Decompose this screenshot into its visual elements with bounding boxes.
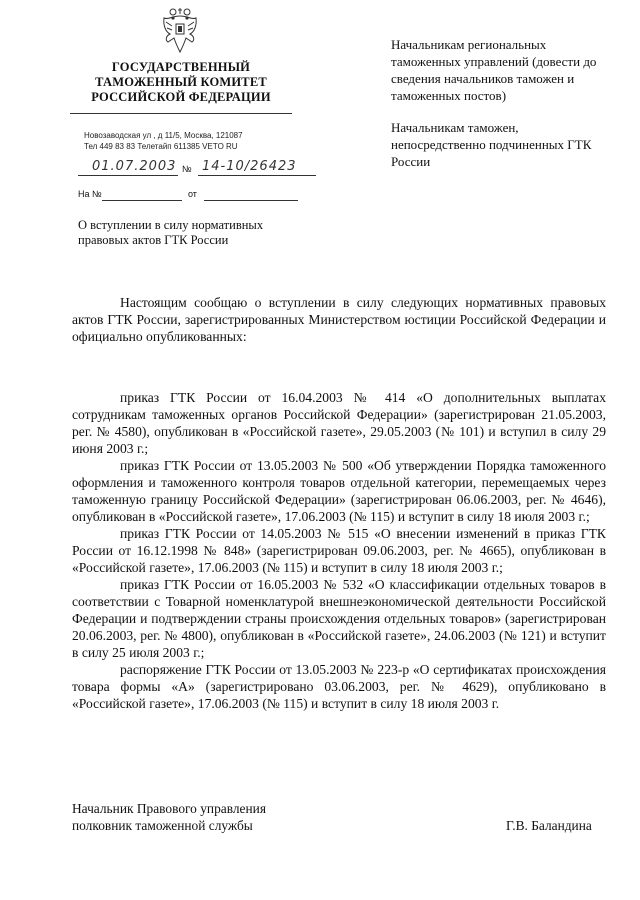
agency-line: ГОСУДАРСТВЕННЫЙ	[111, 60, 251, 74]
number-label: №	[182, 164, 192, 174]
letter-intro: Настоящим сообщаю о вступлении в силу следующих нормативных правовых актов ГТК России, зарегистрированных Министерством юстиции Российской Федерации и официально опубликованных:	[72, 295, 606, 344]
from-label: от	[188, 189, 197, 199]
ref-number-underline	[102, 200, 182, 201]
date-underline	[78, 175, 178, 176]
order-item: приказ ГТК России от 14.05.2003 № 515 «О внесении изменений в приказ ГТК России от 16.12.1998 № 848» (зарегистрирован 09.06.2003, рег. № 4665), опубликован в «Российской газете», 17.06.2003 (№ 115) и вступит в силу 18 июля 2003 г.;	[72, 526, 606, 575]
address-line: Новозаводская ул , д 11/5, Москва, 121087	[84, 131, 243, 140]
outgoing-date: 01.07.2003	[92, 159, 177, 174]
header-divider	[70, 113, 292, 114]
outgoing-number: 14-10/26423	[202, 159, 297, 174]
recipient-block: Начальникам региональных таможенных управлений (довести до сведения начальников таможен и таможенных постов)	[391, 37, 597, 103]
recipients	[391, 36, 611, 185]
letter-subject: О вступлении в силу нормативных правовых актов ГТК России	[78, 218, 264, 247]
ref-date-underline	[204, 200, 298, 201]
on-number-label: На №	[78, 189, 102, 199]
agency-line: ТАМОЖЕННЫЙ КОМИТЕТ	[95, 75, 267, 89]
number-underline	[198, 175, 316, 176]
state-emblem-icon	[160, 6, 200, 54]
order-item: приказ ГТК России от 16.05.2003 № 532 «О классификации отдельных товаров в соответствии с Товарной номенклатурой внешнеэкономической деятельности Российской Федерации и подтверждении страны происхождения отдельных товаров» (зарегистрирован 20.06.2003, рег. № 4800), опубликован в «Российской газете», 24.06.2003 (№ 121) и вступит в силу 25 июля 2003 г.;	[72, 577, 606, 660]
agency-line: РОССИЙСКОЙ ФЕДЕРАЦИИ	[91, 90, 271, 104]
agency-name	[76, 60, 286, 105]
orders-list	[72, 389, 606, 712]
signer-position-line: полковник таможенной службы	[72, 818, 253, 833]
signer-position-line: Начальник Правового управления	[72, 801, 266, 816]
incoming-reference	[78, 186, 318, 202]
recipient-block: Начальникам таможен, непосредственно подчиненных ГТК России	[391, 120, 592, 169]
order-item: приказ ГТК России от 16.04.2003 № 414 «О дополнительных выплатах сотрудникам таможенных органов Российской Федерации» (зарегистрирован 21.05.2003, рег. № 4580), опубликован в «Российской газете», 29.05.2003 (№ 101) и вступил в силу 29 июня 2003 г.;	[72, 390, 606, 456]
agency-address	[84, 130, 243, 152]
outgoing-registration	[78, 161, 318, 177]
order-item: распоряжение ГТК России от 13.05.2003 № 223-р «О сертификатах происхождения товара формы «А» (зарегистрировано 03.06.2003, рег. № 4629), опубликовано в «Российской газете», 17.06.2003 (№ 115) и вступит в силу 18 июля 2003 г.	[72, 662, 606, 711]
signer-name: Г.В. Баландина	[506, 818, 592, 833]
order-item: приказ ГТК России от 13.05.2003 № 500 «Об утверждении Порядка таможенного оформления и таможенного контроля товаров отдельной категории, перемещаемых через таможенную границу Российской Федерации» (зарегистрирован 06.06.2003, рег. № 4646), опубликован в «Российской газете», 17.06.2003 (№ 115) и вступит в силу 18 июля 2003 г.;	[72, 458, 606, 524]
signer-position	[72, 800, 266, 834]
address-line: Тел 449 83 83 Телетайп 611385 VETO RU	[84, 142, 238, 151]
